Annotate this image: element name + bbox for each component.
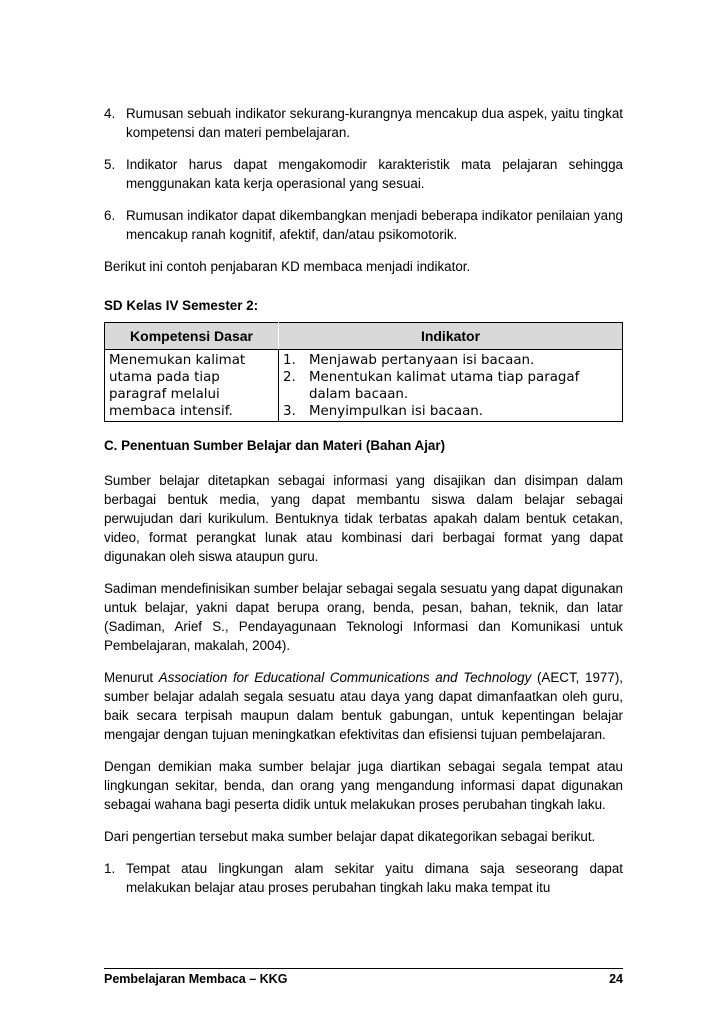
- list-number: 6.: [104, 208, 116, 223]
- list-item: [104, 859, 623, 897]
- page-number: 24: [609, 972, 623, 986]
- paragraph: [104, 668, 623, 744]
- list-text: Tempat atau lingkungan alam sekitar yaitu dimana saja seseorang dapat melakukan belajar atau proses perubahan tingkah laku maka tempat itu: [126, 861, 623, 895]
- kompetensi-cell: Menemukan kalimat utama pada tiap paragraf melalui membaca intensif.: [105, 350, 279, 422]
- class-heading: SD Kelas IV Semester 2:: [104, 298, 259, 313]
- list-item: [104, 206, 623, 244]
- header-kompetensi: Kompetensi Dasar: [105, 323, 279, 350]
- paragraph: Dengan demikian maka sumber belajar juga diartikan sebagai segala tempat atau lingkungan sekitar, benda, dan orang yang mengandung informasi dapat digunakan sebagai wahana bagi peserta didik untuk melakukan proses perubahan tingkah laku.: [104, 759, 623, 812]
- indikator-list: [283, 352, 618, 420]
- list-text: Rumusan sebuah indikator sekurang-kurangnya mencakup dua aspek, yaitu tingkat kompetensi dan materi pembelajaran.: [126, 106, 623, 140]
- page-footer: [104, 968, 623, 986]
- list-number: 4.: [104, 106, 116, 121]
- paragraph-text: Menurut: [104, 670, 159, 685]
- indikator-cell: [279, 350, 623, 422]
- list-number: 3.: [283, 404, 296, 419]
- table-row: [105, 350, 623, 422]
- list-item: [104, 104, 623, 142]
- header-indikator: Indikator: [279, 323, 623, 350]
- kd-table: [104, 322, 623, 422]
- list-number: 1.: [283, 353, 296, 368]
- paragraph: Dari pengertian tersebut maka sumber belajar dapat dikategorikan sebagai berikut.: [104, 829, 596, 844]
- footer-title: Pembelajaran Membaca – KKG: [104, 972, 288, 986]
- list-text: Menyimpulkan isi bacaan.: [309, 404, 484, 419]
- paragraph: Sumber belajar ditetapkan sebagai informasi yang disajikan dan disimpan dalam berbagai bentuk media, yang dapat membantu siswa dalam belajar sebagai perwujudan dari kurikulum. Bentuknya tidak terbatas apakah dalam bentuk cetakan, video, format perangkat lunak atau kombinasi dari berbagai format yang dapat digunakan oleh siswa ataupun guru.: [104, 473, 623, 564]
- table-header-row: [105, 323, 623, 350]
- paragraph-text: (AECT, 1977), sumber belajar adalah segala sesuatu atau daya yang dapat dimanfaatkan oleh guru, baik secara terpisah maupun dalam bentuk gabungan, untuk kepentingan belajar mengajar dengan tujuan meningkatkan efektivitas dan efisiensi tujuan pembelajaran.: [104, 670, 624, 742]
- list-number: 5.: [104, 157, 116, 172]
- list-item: [104, 155, 623, 193]
- list-text: Menentukan kalimat utama tiap paragaf dalam bacaan.: [309, 370, 580, 402]
- list-item: [283, 352, 618, 369]
- list-text: Indikator harus dapat mengakomodir karakteristik mata pelajaran sehingga menggunakan kata kerja operasional yang sesuai.: [126, 157, 623, 191]
- paragraph: Sadiman mendefinisikan sumber belajar sebagai segala sesuatu yang dapat digunakan untuk belajar, yakni dapat berupa orang, benda, pesan, bahan, teknik, dan latar (Sadiman, Arief S., Pendayagunaan Teknologi Informasi dan Komunikasi untuk Pembelajaran, makalah, 2004).: [104, 581, 623, 653]
- list-text: Rumusan indikator dapat dikembangkan menjadi beberapa indikator penilaian yang mencakup ranah kognitif, afektif, dan/atau psikomotorik.: [126, 208, 623, 242]
- list-number: 2.: [283, 370, 296, 385]
- paragraph-italic: Association for Educational Communications and Technology: [158, 670, 532, 685]
- list-text: Menjawab pertanyaan isi bacaan.: [309, 353, 535, 368]
- list-number: 1.: [104, 861, 116, 876]
- page-body: [104, 104, 623, 910]
- intro-example: Berikut ini contoh penjabaran KD membaca menjadi indikator.: [104, 259, 471, 274]
- list-item: [283, 369, 618, 403]
- list-item: [283, 403, 618, 420]
- section-heading: C. Penentuan Sumber Belajar dan Materi (Bahan Ajar): [104, 438, 446, 453]
